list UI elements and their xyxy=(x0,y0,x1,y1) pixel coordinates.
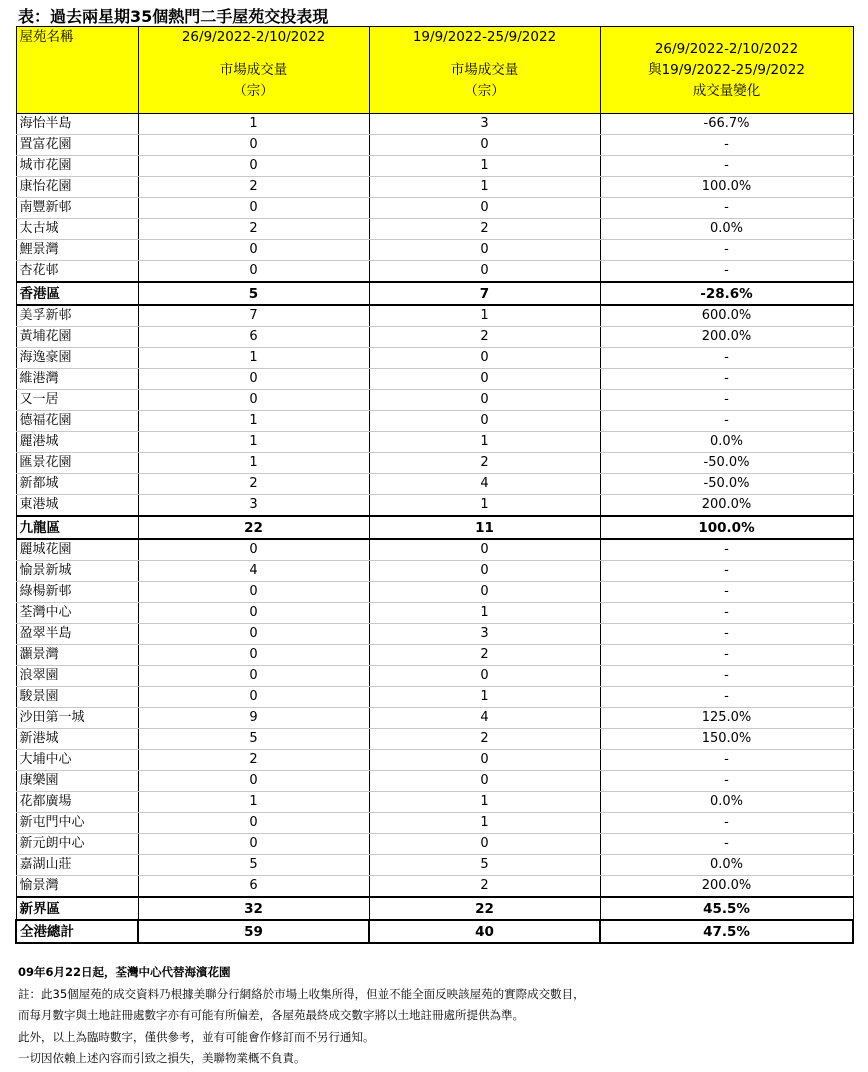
cell-estate-name: 沙田第一城 xyxy=(16,708,138,729)
cell-period2-volume: 40 xyxy=(369,920,600,943)
cell-estate-name: 香港區 xyxy=(16,282,138,305)
cell-period1-volume: 5 xyxy=(138,729,369,750)
cell-change: 200.0% xyxy=(600,327,853,348)
cell-change: - xyxy=(600,240,853,261)
cell-period2-volume: 3 xyxy=(369,624,600,645)
cell-estate-name: 海逸豪園 xyxy=(16,348,138,369)
cell-estate-name: 新屯門中心 xyxy=(16,813,138,834)
cell-period2-volume: 3 xyxy=(369,114,600,135)
table-row xyxy=(16,645,853,666)
cell-estate-name: 康樂園 xyxy=(16,771,138,792)
cell-estate-name: 盈翠半島 xyxy=(16,624,138,645)
cell-period1-volume: 1 xyxy=(138,453,369,474)
table-row xyxy=(16,219,853,240)
cell-change: 200.0% xyxy=(600,495,853,517)
cell-period1-volume: 1 xyxy=(138,348,369,369)
note-line: 09年6月22日起，荃灣中心代替海濱花園 xyxy=(18,965,231,979)
cell-period1-volume: 6 xyxy=(138,327,369,348)
cell-estate-name: 新都城 xyxy=(16,474,138,495)
header-change-line3: 成交量變化 xyxy=(692,82,761,99)
table-row xyxy=(16,603,853,624)
cell-change: 150.0% xyxy=(600,729,853,750)
cell-change: -50.0% xyxy=(600,453,853,474)
cell-period1-volume: 0 xyxy=(138,261,369,283)
table-row xyxy=(16,474,853,495)
header-period1-unit: （宗） xyxy=(233,83,274,99)
table-row xyxy=(16,369,853,390)
cell-period1-volume: 0 xyxy=(138,813,369,834)
cell-estate-name: 新界區 xyxy=(16,897,138,920)
note-line: 註：此35個屋苑的成交資料乃根據美聯分行網絡於市場上收集所得，但並不能全面反映該屋苑的實際成交數目， xyxy=(18,986,585,1001)
cell-period2-volume: 0 xyxy=(369,198,600,219)
cell-period2-volume: 0 xyxy=(369,539,600,561)
cell-period2-volume: 1 xyxy=(369,495,600,517)
cell-estate-name: 又一居 xyxy=(16,390,138,411)
district-subtotal-row xyxy=(16,516,853,539)
table-row xyxy=(16,177,853,198)
cell-change: - xyxy=(600,666,853,687)
cell-change: 0.0% xyxy=(600,855,853,876)
cell-change: - xyxy=(600,813,853,834)
header-change-line2: 與19/9/2022-25/9/2022 xyxy=(648,61,805,78)
cell-period1-volume: 0 xyxy=(138,666,369,687)
cell-estate-name: 太古城 xyxy=(16,219,138,240)
grand-total-row xyxy=(16,920,853,943)
cell-period2-volume: 1 xyxy=(369,792,600,813)
cell-estate-name: 荃灣中心 xyxy=(16,603,138,624)
transactions-table xyxy=(15,26,854,944)
cell-period1-volume: 2 xyxy=(138,474,369,495)
cell-change: - xyxy=(600,645,853,666)
cell-period2-volume: 0 xyxy=(369,240,600,261)
cell-change: - xyxy=(600,348,853,369)
cell-period2-volume: 4 xyxy=(369,474,600,495)
cell-change: - xyxy=(600,582,853,603)
cell-change: - xyxy=(600,624,853,645)
cell-change: - xyxy=(600,411,853,432)
cell-estate-name: 杏花邨 xyxy=(16,261,138,283)
cell-change: 600.0% xyxy=(600,305,853,327)
cell-estate-name: 麗港城 xyxy=(16,432,138,453)
cell-estate-name: 全港總計 xyxy=(16,920,138,943)
cell-change: -66.7% xyxy=(600,114,853,135)
table-title: 表：過去兩星期35個熱門二手屋苑交投表現 xyxy=(18,7,329,26)
cell-period2-volume: 2 xyxy=(369,729,600,750)
cell-estate-name: 愉景新城 xyxy=(16,561,138,582)
cell-change: - xyxy=(600,561,853,582)
cell-change: - xyxy=(600,156,853,177)
cell-estate-name: 麗城花園 xyxy=(16,539,138,561)
cell-period1-volume: 32 xyxy=(138,897,369,920)
cell-period1-volume: 5 xyxy=(138,282,369,305)
cell-period2-volume: 0 xyxy=(369,348,600,369)
cell-period2-volume: 1 xyxy=(369,177,600,198)
cell-period2-volume: 0 xyxy=(369,369,600,390)
table-row xyxy=(16,561,853,582)
table-row xyxy=(16,305,853,327)
cell-period1-volume: 2 xyxy=(138,750,369,771)
cell-period2-volume: 0 xyxy=(369,135,600,156)
cell-period1-volume: 0 xyxy=(138,834,369,855)
table-row xyxy=(16,729,853,750)
cell-period2-volume: 0 xyxy=(369,750,600,771)
cell-period1-volume: 3 xyxy=(138,495,369,517)
cell-change: 200.0% xyxy=(600,876,853,898)
cell-period2-volume: 0 xyxy=(369,261,600,283)
cell-estate-name: 匯景花園 xyxy=(16,453,138,474)
cell-estate-name: 康怡花園 xyxy=(16,177,138,198)
cell-change: - xyxy=(600,603,853,624)
cell-change: - xyxy=(600,771,853,792)
cell-period1-volume: 4 xyxy=(138,561,369,582)
cell-estate-name: 花都廣場 xyxy=(16,792,138,813)
header-period2-range: 19/9/2022-25/9/2022 xyxy=(412,29,557,45)
cell-period2-volume: 0 xyxy=(369,582,600,603)
cell-period2-volume: 2 xyxy=(369,453,600,474)
table-row xyxy=(16,876,853,898)
cell-estate-name: 綠楊新邨 xyxy=(16,582,138,603)
note-line: 而每月數字與土地註冊處數字亦有可能有所偏差，各屋苑最終成交數字將以土地註冊處所提供為準。 xyxy=(18,1008,524,1022)
cell-period2-volume: 1 xyxy=(369,156,600,177)
cell-period2-volume: 11 xyxy=(369,516,600,539)
cell-period1-volume: 0 xyxy=(138,390,369,411)
table-row xyxy=(16,708,853,729)
cell-period2-volume: 0 xyxy=(369,834,600,855)
cell-period1-volume: 0 xyxy=(138,369,369,390)
table-row xyxy=(16,582,853,603)
table-row xyxy=(16,114,853,135)
cell-period2-volume: 1 xyxy=(369,687,600,708)
cell-estate-name: 大埔中心 xyxy=(16,750,138,771)
table-row xyxy=(16,135,853,156)
cell-period2-volume: 22 xyxy=(369,897,600,920)
note-line: 一切因依賴上述內容而引致之損失，美聯物業概不負責。 xyxy=(18,1051,306,1065)
cell-estate-name: 灝景灣 xyxy=(16,645,138,666)
cell-period1-volume: 59 xyxy=(138,920,369,943)
cell-change: - xyxy=(600,687,853,708)
table-row xyxy=(16,156,853,177)
note-line: 此外，以上為臨時數字，僅供參考，並有可能會作修訂而不另行通知。 xyxy=(18,1029,375,1044)
table-row xyxy=(16,240,853,261)
cell-period2-volume: 0 xyxy=(369,411,600,432)
cell-change: - xyxy=(600,261,853,283)
cell-change: - xyxy=(600,198,853,219)
cell-period1-volume: 1 xyxy=(138,432,369,453)
table-row xyxy=(16,792,853,813)
cell-estate-name: 駿景園 xyxy=(16,687,138,708)
table-row xyxy=(16,453,853,474)
cell-estate-name: 嘉湖山莊 xyxy=(16,855,138,876)
cell-period2-volume: 0 xyxy=(369,390,600,411)
table-row xyxy=(16,624,853,645)
cell-period2-volume: 1 xyxy=(369,305,600,327)
cell-change: - xyxy=(600,369,853,390)
cell-change: - xyxy=(600,750,853,771)
header-estate-name: 屋苑名稱 xyxy=(16,27,138,114)
cell-change: 45.5% xyxy=(600,897,853,920)
cell-period1-volume: 1 xyxy=(138,792,369,813)
cell-period1-volume: 6 xyxy=(138,876,369,898)
table-row xyxy=(16,750,853,771)
cell-period1-volume: 0 xyxy=(138,135,369,156)
cell-period2-volume: 2 xyxy=(369,327,600,348)
cell-estate-name: 黃埔花園 xyxy=(16,327,138,348)
header-row xyxy=(16,27,853,114)
table-row xyxy=(16,390,853,411)
cell-period1-volume: 7 xyxy=(138,305,369,327)
cell-period2-volume: 0 xyxy=(369,561,600,582)
cell-estate-name: 九龍區 xyxy=(16,516,138,539)
cell-change: - xyxy=(600,539,853,561)
district-subtotal-row xyxy=(16,897,853,920)
cell-change: - xyxy=(600,135,853,156)
cell-change: -28.6% xyxy=(600,282,853,305)
table-row xyxy=(16,771,853,792)
district-subtotal-row xyxy=(16,282,853,305)
header-change xyxy=(600,27,853,114)
cell-estate-name: 鯉景灣 xyxy=(16,240,138,261)
table-row xyxy=(16,495,853,517)
cell-period2-volume: 2 xyxy=(369,645,600,666)
table-row xyxy=(16,327,853,348)
cell-period1-volume: 0 xyxy=(138,687,369,708)
cell-period2-volume: 7 xyxy=(369,282,600,305)
cell-period2-volume: 0 xyxy=(369,771,600,792)
table-row xyxy=(16,432,853,453)
footnotes xyxy=(18,962,585,1070)
table-row xyxy=(16,834,853,855)
cell-period2-volume: 1 xyxy=(369,813,600,834)
cell-change: - xyxy=(600,390,853,411)
header-change-line1: 26/9/2022-2/10/2022 xyxy=(654,40,799,57)
cell-period1-volume: 2 xyxy=(138,177,369,198)
cell-change: 100.0% xyxy=(600,177,853,198)
cell-change: 0.0% xyxy=(600,219,853,240)
table-row xyxy=(16,348,853,369)
cell-period2-volume: 0 xyxy=(369,666,600,687)
table-row xyxy=(16,411,853,432)
cell-period2-volume: 1 xyxy=(369,603,600,624)
table-row xyxy=(16,687,853,708)
cell-estate-name: 東港城 xyxy=(16,495,138,517)
cell-period1-volume: 0 xyxy=(138,539,369,561)
cell-period1-volume: 0 xyxy=(138,624,369,645)
cell-estate-name: 德福花園 xyxy=(16,411,138,432)
table-row xyxy=(16,666,853,687)
table-row xyxy=(16,198,853,219)
cell-change: - xyxy=(600,834,853,855)
cell-period1-volume: 1 xyxy=(138,114,369,135)
cell-period1-volume: 0 xyxy=(138,198,369,219)
cell-estate-name: 南豐新邨 xyxy=(16,198,138,219)
header-period1 xyxy=(138,27,369,114)
header-period1-range: 26/9/2022-2/10/2022 xyxy=(181,29,326,45)
header-period2-label: 市場成交量 xyxy=(450,62,519,78)
cell-period1-volume: 0 xyxy=(138,603,369,624)
cell-change: -50.0% xyxy=(600,474,853,495)
cell-change: 47.5% xyxy=(600,920,853,943)
table-row xyxy=(16,813,853,834)
cell-period1-volume: 0 xyxy=(138,240,369,261)
cell-estate-name: 新港城 xyxy=(16,729,138,750)
cell-period1-volume: 9 xyxy=(138,708,369,729)
cell-period1-volume: 2 xyxy=(138,219,369,240)
cell-period2-volume: 2 xyxy=(369,219,600,240)
table-row xyxy=(16,539,853,561)
cell-period1-volume: 5 xyxy=(138,855,369,876)
cell-change: 0.0% xyxy=(600,792,853,813)
cell-period1-volume: 22 xyxy=(138,516,369,539)
header-period2-unit: （宗） xyxy=(464,83,505,99)
cell-period2-volume: 2 xyxy=(369,876,600,898)
table-row xyxy=(16,855,853,876)
cell-change: 125.0% xyxy=(600,708,853,729)
header-period1-label: 市場成交量 xyxy=(219,62,288,78)
cell-estate-name: 美孚新邨 xyxy=(16,305,138,327)
cell-period2-volume: 4 xyxy=(369,708,600,729)
cell-change: 0.0% xyxy=(600,432,853,453)
cell-period1-volume: 0 xyxy=(138,156,369,177)
cell-estate-name: 新元朗中心 xyxy=(16,834,138,855)
cell-period2-volume: 5 xyxy=(369,855,600,876)
cell-estate-name: 維港灣 xyxy=(16,369,138,390)
cell-period1-volume: 1 xyxy=(138,411,369,432)
cell-period1-volume: 0 xyxy=(138,582,369,603)
cell-estate-name: 置富花園 xyxy=(16,135,138,156)
cell-estate-name: 海怡半島 xyxy=(16,114,138,135)
table-body xyxy=(16,114,853,944)
cell-estate-name: 愉景灣 xyxy=(16,876,138,898)
cell-period2-volume: 1 xyxy=(369,432,600,453)
cell-estate-name: 城市花園 xyxy=(16,156,138,177)
cell-period1-volume: 0 xyxy=(138,645,369,666)
cell-estate-name: 浪翠園 xyxy=(16,666,138,687)
cell-period1-volume: 0 xyxy=(138,771,369,792)
cell-change: 100.0% xyxy=(600,516,853,539)
table-row xyxy=(16,261,853,283)
header-period2 xyxy=(369,27,600,114)
